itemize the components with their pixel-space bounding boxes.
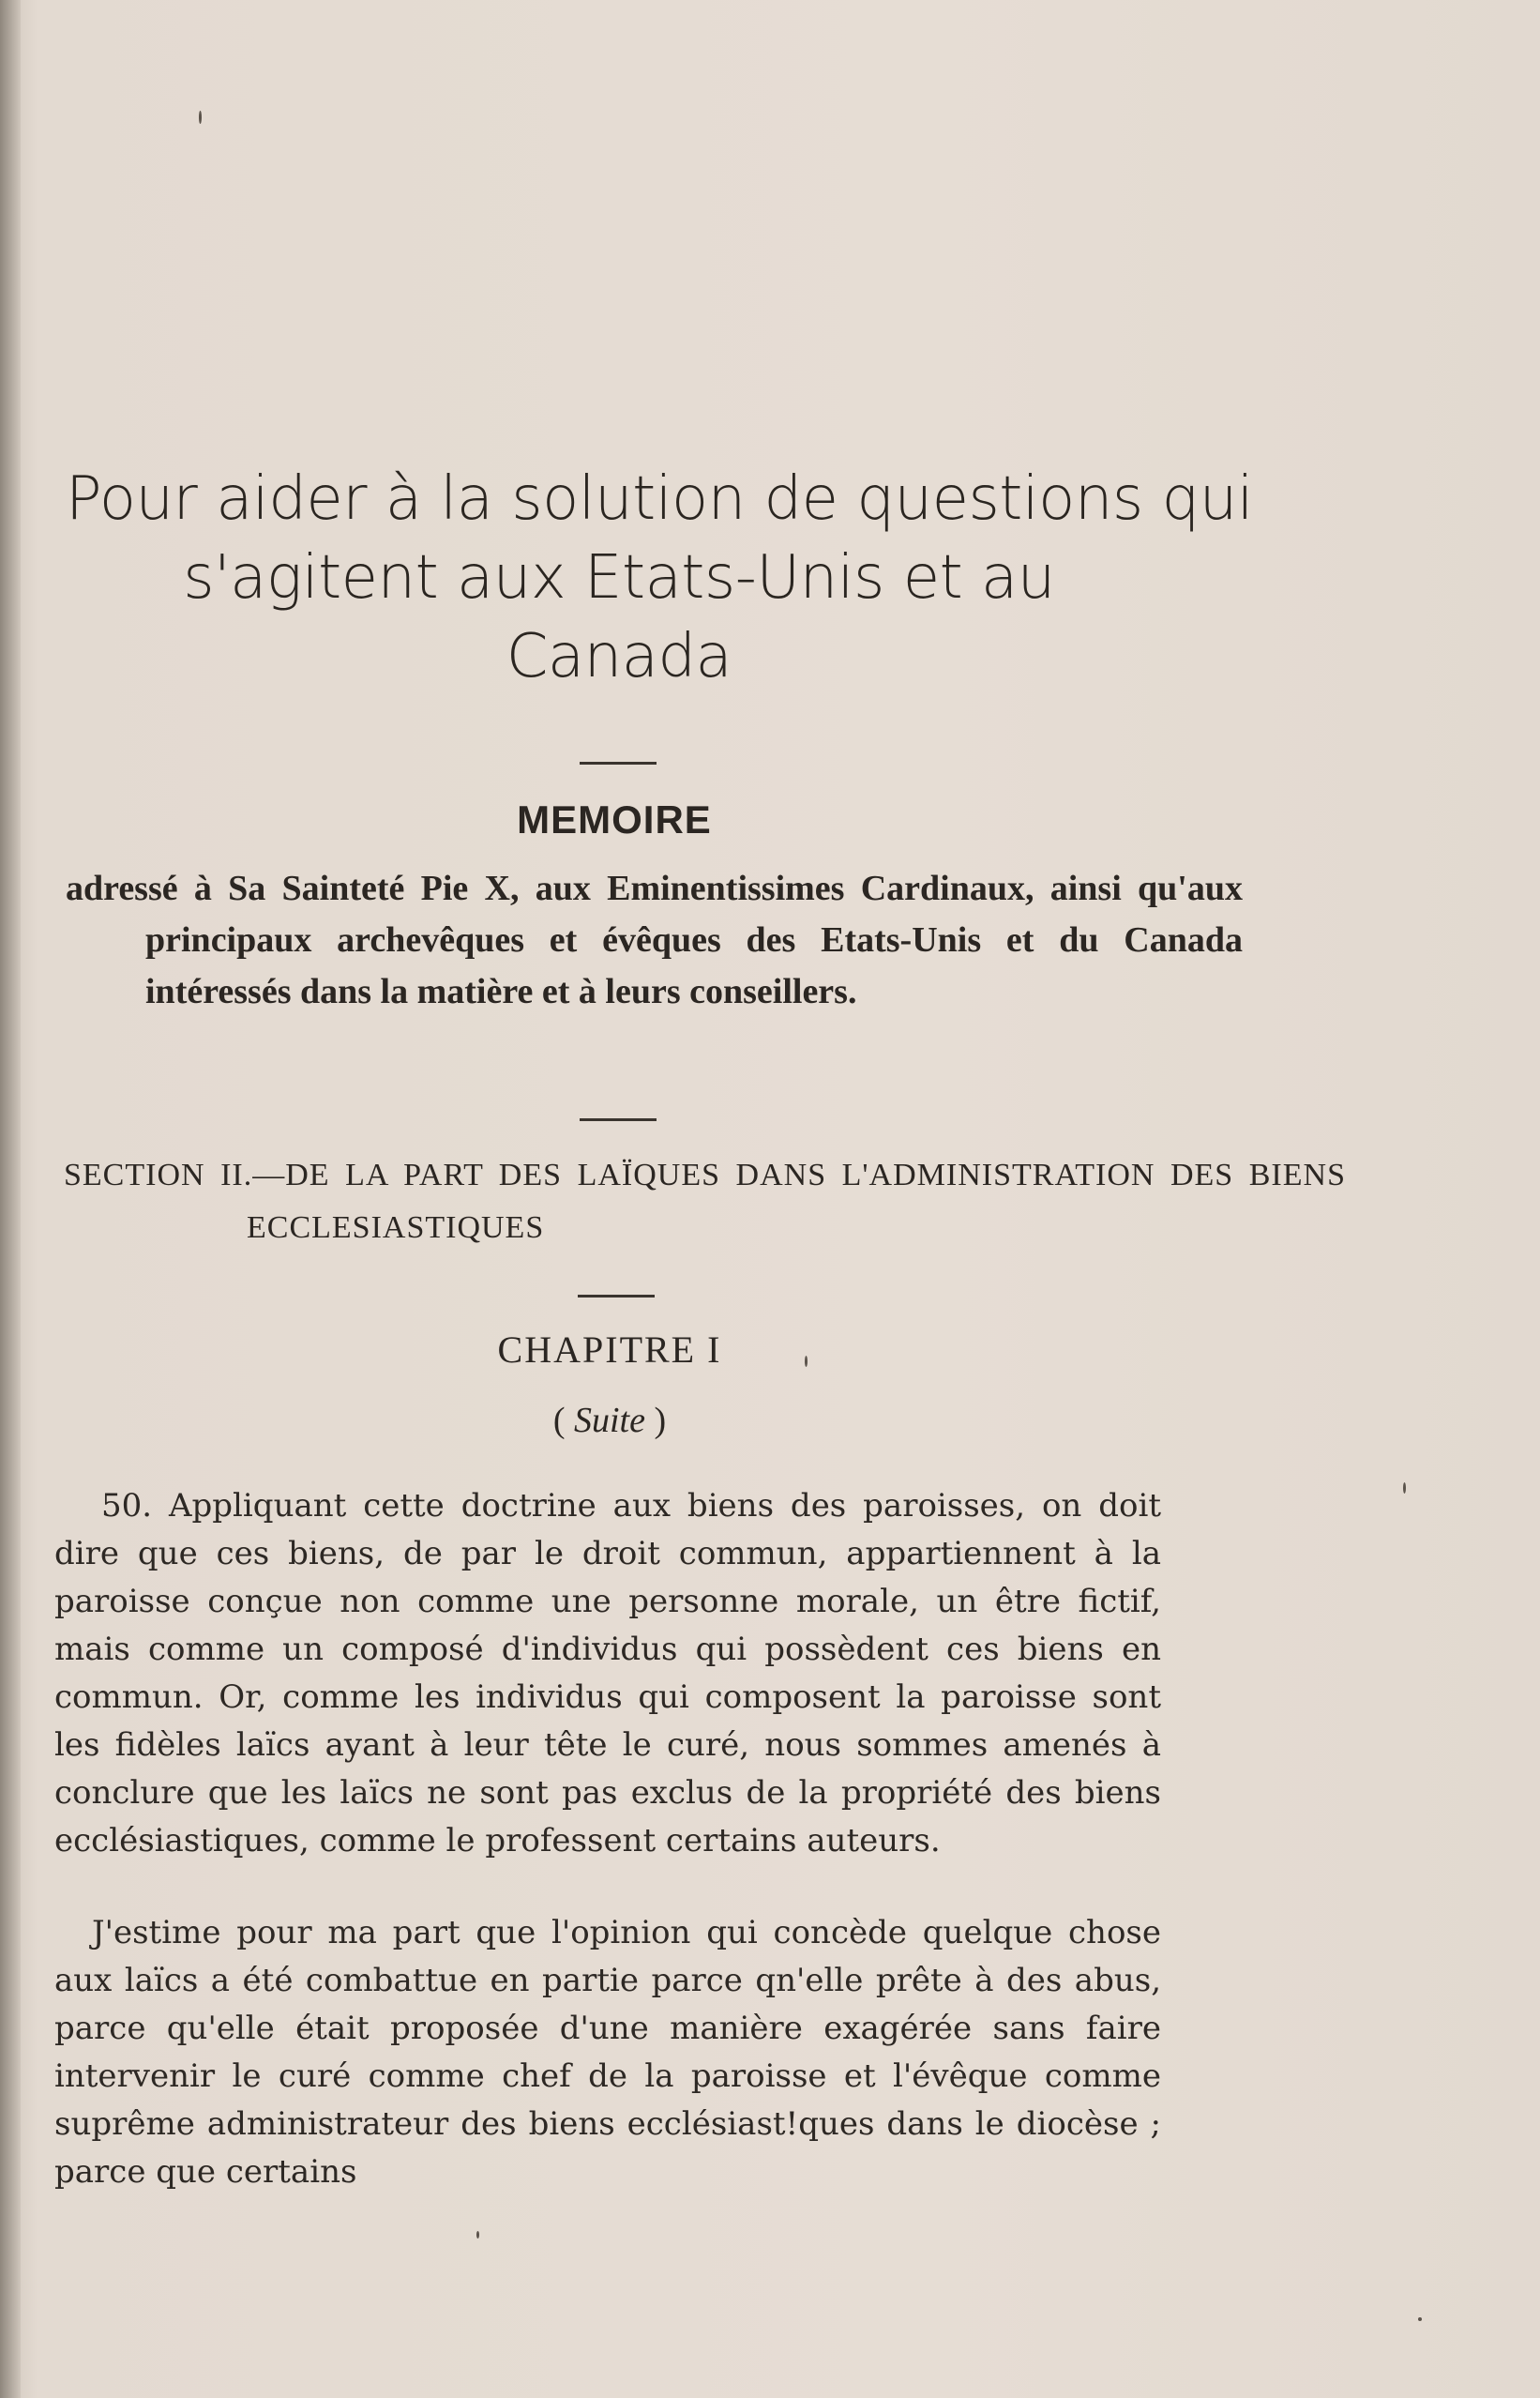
divider-rule xyxy=(580,762,657,765)
title-line: Canada xyxy=(506,622,732,691)
suite-open-paren: ( xyxy=(552,1401,574,1440)
title-line: Pour aider à la solution de questions qui xyxy=(66,464,1254,534)
paper-speck xyxy=(1418,2317,1422,2321)
paper-speck xyxy=(476,2231,479,2239)
document-title xyxy=(66,460,1254,696)
memoire-heading: MEMOIRE xyxy=(517,797,712,842)
paper-speck xyxy=(199,111,202,124)
chapter-heading: CHAPITRE I xyxy=(497,1328,722,1371)
title-line: s'agitent aux Etats-Unis et au xyxy=(183,543,1055,613)
address-paragraph: adressé à Sa Sainteté Pie X, aux Eminentissimes Cardinaux, ainsi qu'aux principaux archevêques et évêques des Etats-Unis et du Canada intéressés dans la matière et à leurs conseillers. xyxy=(66,869,1243,1011)
body-paragraph: 50. Appliquant cette doctrine aux biens des paroisses, on doit dire que ces biens, de par le droit commun, appartiennent à la paroisse conçue non comme une personne morale, un être fictif, mais comme un composé d'individus qui possèdent ces biens en commun. Or, comme les individus qui composent la paroisse sont les fidèles laïcs ayant à leur tête le curé, nous sommes amenés à conclure que les laïcs ne sont pas exclus de la propriété des biens ecclésiastiques, comme le professent certains auteurs. xyxy=(54,1487,1161,1859)
suite-close-paren: ) xyxy=(644,1401,667,1440)
page-gutter-edge xyxy=(0,0,21,2398)
section-heading: SECTION II.—DE LA PART DES LAÏQUES DANS L'ADMINISTRATION DES BIENS ECCLESIASTIQUES xyxy=(64,1158,1346,1245)
paper-speck xyxy=(805,1356,808,1367)
suite-label xyxy=(0,1400,1219,1441)
divider-rule xyxy=(578,1295,655,1298)
divider-rule xyxy=(580,1118,657,1121)
body-paragraph: J'estime pour ma part que l'opinion qui concède quelque chose aux laïcs a été combattue en partie parce qn'elle prête à des abus, parce qu'elle était proposée d'une manière exagérée sans faire intervenir le curé comme chef de la paroisse et l'évêque comme suprême administrateur des biens ecclésiast!ques dans le diocèse ; parce que certains xyxy=(54,1914,1161,2191)
suite-word: Suite xyxy=(574,1401,645,1440)
paper-speck xyxy=(1403,1482,1406,1494)
